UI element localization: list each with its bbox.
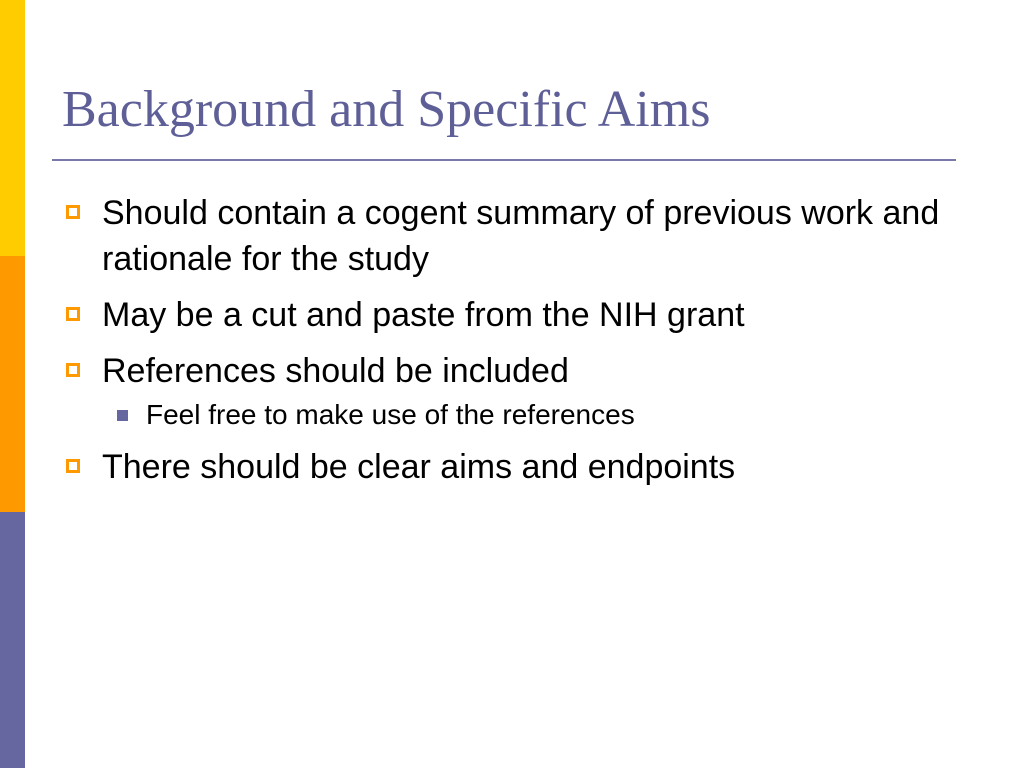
bullet-item <box>62 292 952 338</box>
bullet-text: Should contain a cogent summary of previous work and rationale for the study <box>102 194 940 278</box>
hollow-square-bullet-icon <box>66 205 80 219</box>
hollow-square-bullet-icon <box>66 307 80 321</box>
accent-stripe-top <box>0 0 25 256</box>
accent-stripe-middle <box>0 256 25 512</box>
bullet-text: References should be included <box>102 352 569 390</box>
bullet-text: There should be clear aims and endpoints <box>102 448 736 486</box>
sub-bullet-item <box>62 398 952 432</box>
hollow-square-bullet-icon <box>66 363 80 377</box>
slide-title: Background and Specific Aims <box>62 81 711 138</box>
bullet-item <box>62 190 952 282</box>
bullet-item <box>62 444 952 490</box>
sub-bullet-text: Feel free to make use of the references <box>146 399 635 430</box>
hollow-square-bullet-icon <box>66 459 80 473</box>
bullet-item <box>62 348 952 394</box>
bullet-list <box>62 190 952 500</box>
bullet-text: May be a cut and paste from the NIH grant <box>102 296 745 334</box>
filled-square-bullet-icon <box>117 410 128 421</box>
title-underline <box>52 159 956 161</box>
accent-stripe-bottom <box>0 512 25 768</box>
